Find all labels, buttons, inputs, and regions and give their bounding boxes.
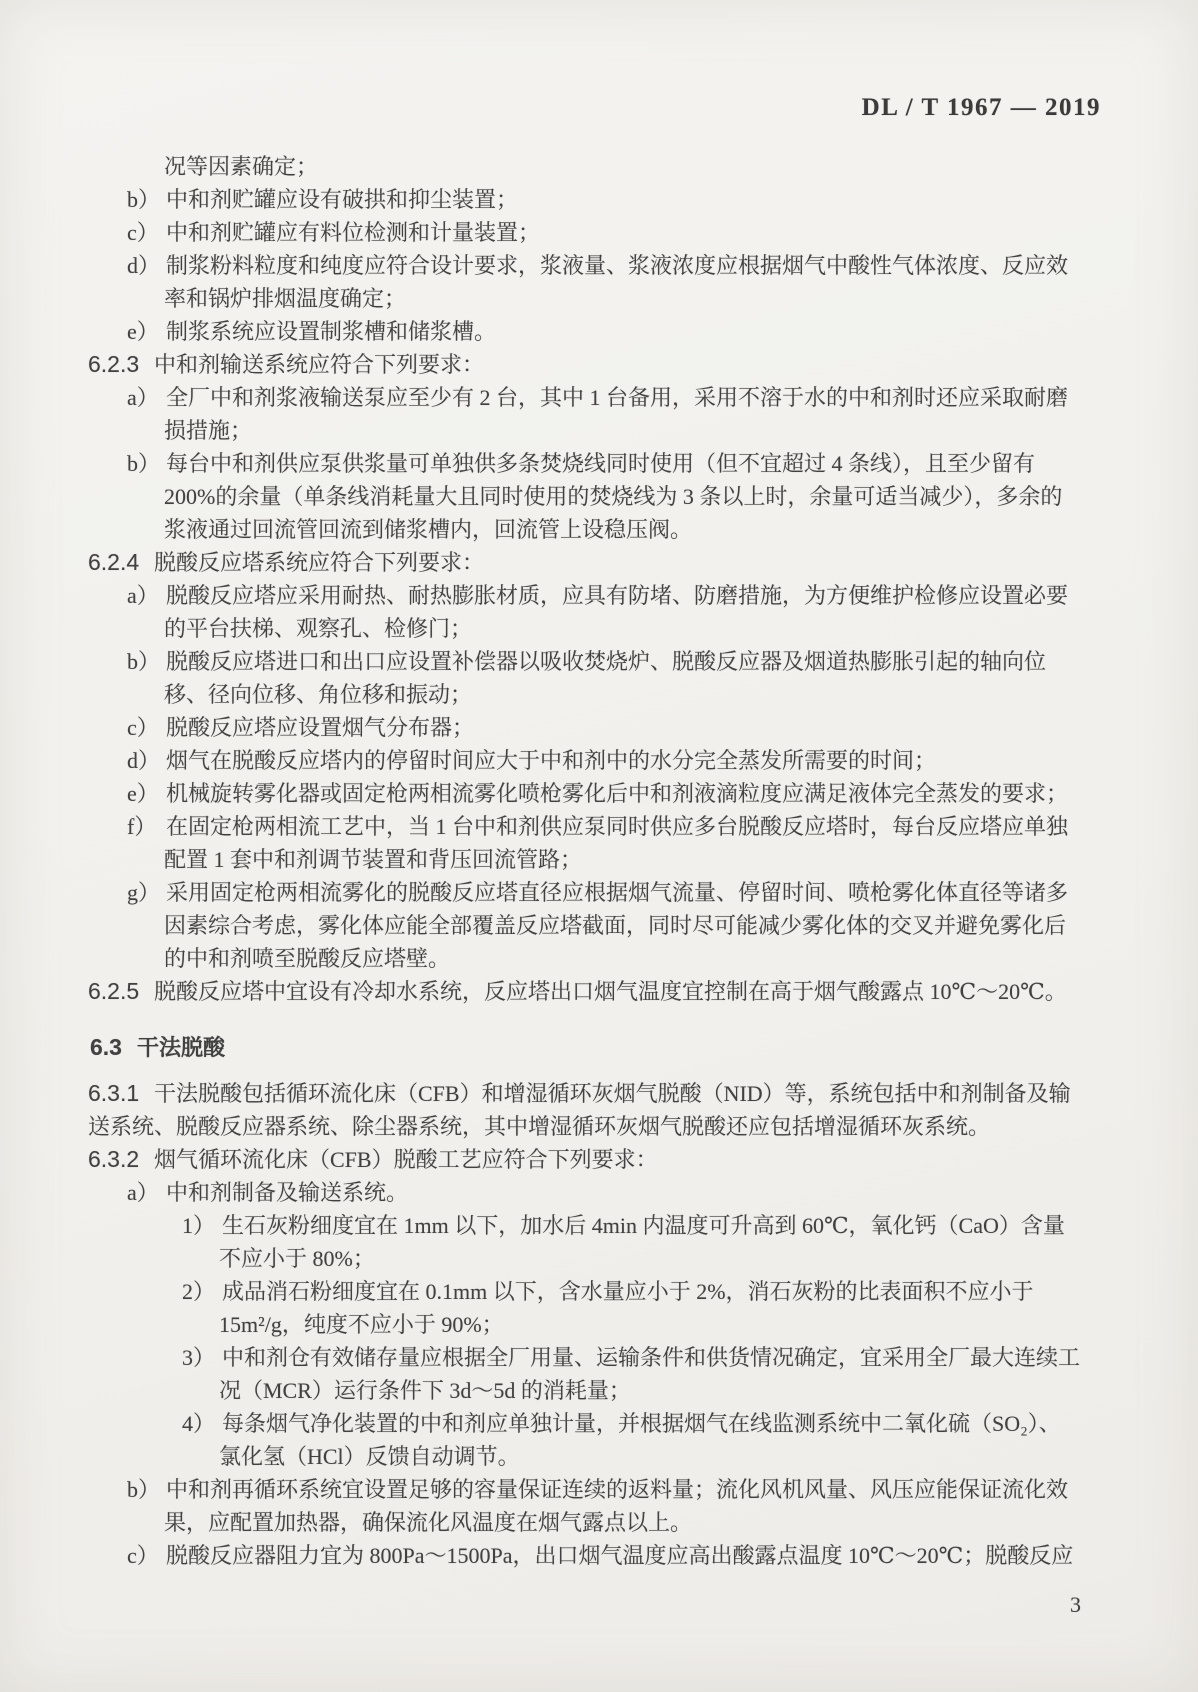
line-text: 脱酸反应塔中宜设有冷却水系统，反应塔出口烟气温度宜控制在高于烟气酸露点 10℃～20℃。 (154, 979, 1067, 1004)
standard-number-header: DL / T 1967 — 2019 (861, 94, 1101, 121)
text-line (0, 1176, 1198, 1209)
text-line (0, 843, 1198, 876)
line-text: 损措施； (164, 418, 253, 443)
line-text: 配置 1 套中和剂调节装置和背压回流管路； (164, 847, 583, 872)
text-line (0, 1242, 1198, 1275)
line-text: 送系统、脱酸反应器系统、除尘器系统，其中增湿循环灰烟气脱酸还应包括增湿循环灰系统。 (88, 1114, 991, 1139)
text-line (0, 1077, 1198, 1110)
line-text: 不应小于 80%； (219, 1246, 375, 1271)
line-text: 每台中和剂供应泵供浆量可单独供多条焚烧线同时使用（但不宜超过 4 条线），且至少留有 (166, 451, 1036, 476)
text-line (0, 711, 1198, 744)
line-text: 烟气在脱酸反应塔内的停留时间应大于中和剂中的水分完全蒸发所需要的时间； (166, 748, 937, 773)
text-line (0, 645, 1198, 678)
item-label: d） (127, 748, 161, 773)
text-line (0, 1440, 1198, 1473)
line-text: 移、径向位移、角位移和振动； (164, 682, 473, 707)
text-line (0, 612, 1198, 645)
item-label: e） (127, 319, 159, 344)
text-line (0, 1539, 1198, 1572)
item-label: 6.3.1 (88, 1080, 140, 1106)
item-label: g） (127, 880, 161, 905)
text-line (0, 480, 1198, 513)
text-line (0, 216, 1198, 249)
text-line (0, 777, 1198, 810)
text-line (0, 348, 1198, 381)
item-label: b） (127, 451, 161, 476)
line-text: 制浆粉料粒度和纯度应符合设计要求，浆液量、浆液浓度应根据烟气中酸性气体浓度、反应效 (166, 253, 1069, 278)
line-text: 烟气循环流化床（CFB）脱酸工艺应符合下列要求： (154, 1147, 658, 1172)
line-text: 中和剂制备及输送系统。 (166, 1180, 409, 1205)
line-text: 15m²/g，纯度不应小于 90%； (219, 1312, 504, 1337)
item-label: b） (127, 649, 161, 674)
line-text: 的中和剂喷至脱酸反应塔壁。 (164, 946, 451, 971)
item-label: b） (127, 1477, 161, 1502)
item-label: 6.2.4 (88, 549, 140, 575)
text-line (0, 513, 1198, 546)
line-text: 每条烟气净化装置的中和剂应单独计量，并根据烟气在线监测系统中二氧化硫（SO₂）、 (222, 1411, 1061, 1436)
text-line (0, 1275, 1198, 1308)
item-label: 1） (182, 1213, 216, 1238)
text-line (0, 150, 1198, 183)
item-label: 6.2.3 (88, 351, 140, 377)
item-label: f） (127, 814, 157, 839)
text-line (0, 876, 1198, 909)
line-text: 制浆系统应设置制浆槽和储浆槽。 (166, 319, 497, 344)
text-line (0, 249, 1198, 282)
item-label: 6.2.5 (88, 978, 140, 1004)
line-text: 成品消石粉细度宜在 0.1mm 以下，含水量应小于 2%，消石灰粉的比表面积不应小于 (222, 1279, 1034, 1304)
line-text: 果，应配置加热器，确保流化风温度在烟气露点以上。 (164, 1510, 693, 1535)
item-label: c） (127, 715, 159, 740)
text-line (0, 678, 1198, 711)
text-line (0, 315, 1198, 348)
text-line (0, 1308, 1198, 1341)
text-line (0, 579, 1198, 612)
text-line (0, 381, 1198, 414)
text-line (0, 975, 1198, 1008)
text-line (0, 1110, 1198, 1143)
line-text: 况（MCR）运行条件下 3d～5d 的消耗量； (219, 1378, 631, 1403)
item-label: a） (127, 583, 159, 608)
text-line (0, 810, 1198, 843)
line-text: 浆液通过回流管回流到储浆槽内，回流管上设稳压阀。 (164, 517, 693, 542)
item-label: 4） (182, 1411, 216, 1436)
item-label: c） (127, 1543, 159, 1568)
line-text: 干法脱酸 (137, 1035, 226, 1060)
line-text: 脱酸反应塔进口和出口应设置补偿器以吸收焚烧炉、脱酸反应器及烟道热膨胀引起的轴向位 (166, 649, 1047, 674)
text-line (0, 282, 1198, 315)
line-text: 在固定枪两相流工艺中，当 1 台中和剂供应泵同时供应多台脱酸反应塔时，每台反应塔应单独 (166, 814, 1069, 839)
text-line (0, 414, 1198, 447)
item-label: 3） (182, 1345, 216, 1370)
line-text: 率和锅炉排烟温度确定； (164, 286, 407, 311)
line-text: 200%的余量（单条线消耗量大且同时使用的焚烧线为 3 条以上时，余量可适当减少），多余的 (164, 484, 1063, 509)
line-text: 中和剂贮罐应有料位检测和计量装置； (166, 220, 541, 245)
text-line (0, 447, 1198, 480)
line-text: 中和剂仓有效储存量应根据全厂用量、运输条件和供货情况确定，宜采用全厂最大连续工 (222, 1345, 1081, 1370)
line-text: 因素综合考虑，雾化体应能全部覆盖反应塔截面，同时尽可能减少雾化体的交叉并避免雾化后 (164, 913, 1067, 938)
document-body (0, 150, 1198, 1572)
text-line (0, 1143, 1198, 1176)
item-label: a） (127, 385, 159, 410)
text-line (0, 546, 1198, 579)
line-text: 采用固定枪两相流雾化的脱酸反应塔直径应根据烟气流量、停留时间、喷枪雾化体直径等诸多 (166, 880, 1069, 905)
item-label: 6.3 (90, 1034, 122, 1060)
line-text: 中和剂再循环系统宜设置足够的容量保证连续的返料量；流化风机风量、风压应能保证流化效 (166, 1477, 1069, 1502)
item-label: c） (127, 220, 159, 245)
text-line (0, 1473, 1198, 1506)
line-text: 脱酸反应器阻力宜为 800Pa～1500Pa，出口烟气温度应高出酸露点温度 10℃～20℃；脱酸反应 (166, 1543, 1074, 1568)
text-line (0, 909, 1198, 942)
line-text: 全厂中和剂浆液输送泵应至少有 2 台，其中 1 台备用，采用不溶于水的中和剂时还应采取耐磨 (166, 385, 1069, 410)
text-line (0, 1341, 1198, 1374)
text-line (0, 183, 1198, 216)
item-label: 2） (182, 1279, 216, 1304)
item-label: e） (127, 781, 159, 806)
line-text: 生石灰粉细度宜在 1mm 以下，加水后 4min 内温度可升高到 60℃，氧化钙（CaO）含量 (222, 1213, 1065, 1238)
line-text: 中和剂输送系统应符合下列要求： (154, 352, 485, 377)
text-line (0, 744, 1198, 777)
item-label: a） (127, 1180, 159, 1205)
line-text: 脱酸反应塔应设置烟气分布器； (166, 715, 475, 740)
line-text: 氯化氢（HCl）反馈自动调节。 (219, 1444, 520, 1469)
text-line (0, 1209, 1198, 1242)
text-line (0, 1374, 1198, 1407)
item-label: b） (127, 187, 161, 212)
text-line (0, 1506, 1198, 1539)
text-line (0, 1407, 1198, 1440)
section-heading (0, 1031, 1198, 1064)
page-number: 3 (1070, 1592, 1081, 1617)
item-label: d） (127, 253, 161, 278)
line-text: 机械旋转雾化器或固定枪两相流雾化喷枪雾化后中和剂液滴粒度应满足液体完全蒸发的要求； (166, 781, 1069, 806)
line-text: 中和剂贮罐应设有破拱和抑尘装置； (166, 187, 519, 212)
line-text: 干法脱酸包括循环流化床（CFB）和增湿循环灰烟气脱酸（NID）等，系统包括中和剂制备及输 (154, 1081, 1071, 1106)
line-text: 脱酸反应塔应采用耐热、耐热膨胀材质，应具有防堵、防磨措施，为方便维护检修应设置必要 (166, 583, 1069, 608)
text-line (0, 942, 1198, 975)
item-label: 6.3.2 (88, 1146, 140, 1172)
line-text: 的平台扶梯、观察孔、检修门； (164, 616, 473, 641)
line-text: 脱酸反应塔系统应符合下列要求： (154, 550, 485, 575)
line-text: 况等因素确定； (164, 154, 319, 179)
